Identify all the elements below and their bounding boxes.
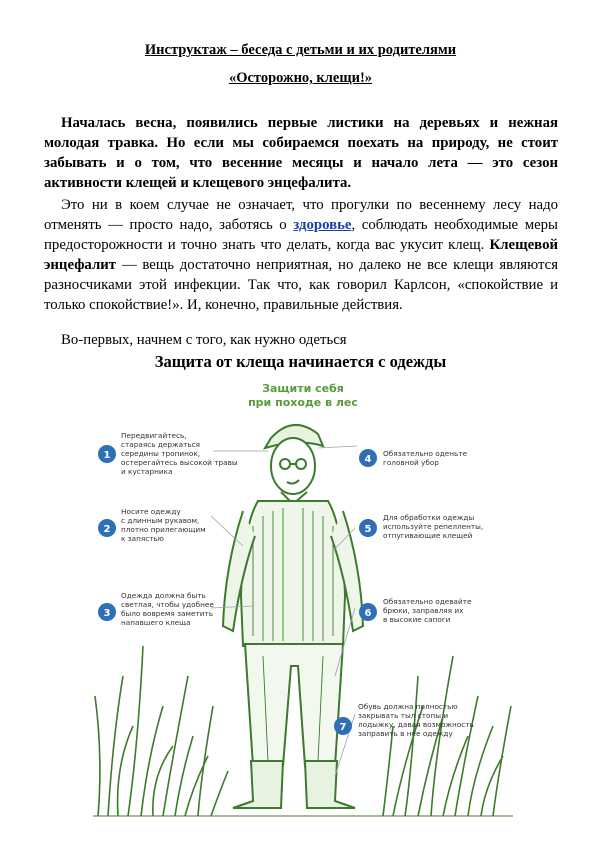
tip-text-line: Передвигайтесь, bbox=[121, 431, 187, 440]
tip-text-line: закрывать тыл стопы и bbox=[358, 711, 449, 720]
tip-5 bbox=[359, 513, 483, 540]
section-heading: Защита от клеща начинается с одежды bbox=[154, 352, 447, 371]
tip-text-line: Одежда должна быть bbox=[121, 591, 206, 600]
body-text-2: , соблюдать необходимые меры предосторожности и точно знать что делать, когда вас укусит клещ. bbox=[44, 217, 558, 253]
encephalitis-term: Клещевой энцефалит bbox=[44, 237, 558, 273]
infographic-heading-line1: Защити себя bbox=[262, 382, 344, 395]
infographic-heading-line2: при походе в лес bbox=[248, 396, 358, 409]
tick-protection-infographic bbox=[93, 376, 513, 836]
tip-text-line: отпугивающие клещей bbox=[383, 531, 473, 540]
tip-6 bbox=[359, 597, 472, 624]
tip-1 bbox=[98, 431, 238, 476]
tip-text-line: с длинным рукавом, bbox=[121, 516, 200, 525]
tip-text-line: к запястью bbox=[121, 534, 164, 543]
tip-text-line: Носите одежду bbox=[121, 507, 181, 516]
tip-text-line: было вовремя заметить bbox=[121, 609, 213, 618]
tip-text-line: в высокие сапоги bbox=[383, 615, 451, 624]
tip-text-line: Обязательно одевайте bbox=[383, 597, 472, 606]
tip-number: 6 bbox=[364, 608, 372, 619]
tip-text-line: и кустарника bbox=[121, 467, 173, 476]
tip-number: 3 bbox=[103, 608, 111, 619]
tip-text-line: остерегайтесь высокой травы bbox=[121, 458, 238, 467]
tip-text-line: брюки, заправляя их bbox=[383, 606, 464, 615]
tip-number: 2 bbox=[103, 524, 111, 535]
tip-text-line: заправить в нее одежду bbox=[358, 729, 453, 738]
clothing-intro: Во-первых, начнем с того, как нужно одеться bbox=[61, 332, 347, 348]
tip-text-line: Для обработки одежды bbox=[383, 513, 475, 522]
tip-number: 5 bbox=[364, 524, 372, 535]
tip-number: 4 bbox=[364, 454, 372, 465]
document-title: Инструктаж – беседа с детьми и их родителями bbox=[144, 42, 457, 58]
tip-text-line: используйте репелленты, bbox=[383, 522, 484, 531]
tip-4 bbox=[359, 449, 468, 467]
body-text-3: — вещь достаточно неприятная, но далеко не все клещи являются разносчиками этой инфекции. Так что, как говорил Карлсон, «спокойствие и только спокойствие!». И, конечно, правильные действия. bbox=[44, 257, 558, 313]
tip-2 bbox=[98, 507, 206, 543]
document-subtitle: «Осторожно, клещи!» bbox=[228, 70, 373, 86]
tip-number: 1 bbox=[103, 450, 111, 461]
tip-3 bbox=[98, 591, 214, 627]
tip-text-line: головной убор bbox=[383, 458, 439, 467]
tip-text-line: светлая, чтобы удобнее bbox=[121, 600, 214, 609]
tip-text-line: стараясь держаться bbox=[121, 440, 201, 449]
intro-paragraph: Началась весна, появились первые листики на деревьях и нежная молодая травка. Но если мы собираемся поехать на природу, не стоит забывать и о том, что весенние месяцы и начало лета — это сезон активности клещей и клещевого энцефалита. bbox=[44, 115, 558, 191]
tip-text-line: середины тропинок, bbox=[121, 449, 201, 458]
body-paragraph bbox=[44, 195, 558, 315]
tip-text-line: плотно прилегающим bbox=[121, 525, 206, 534]
body-text-1: Это ни в коем случае не означает, что прогулки по весеннему лесу надо отменять — просто надо, заботясь о bbox=[44, 197, 558, 233]
tip-text-line: Обувь должна полностью bbox=[358, 702, 458, 711]
tip-text-line: лодыжку, давая возможность bbox=[358, 720, 474, 729]
hiker-figure bbox=[223, 425, 363, 808]
tip-text-line: Обязательно оденьте bbox=[383, 449, 468, 458]
tip-7 bbox=[334, 702, 474, 738]
tip-number: 7 bbox=[339, 722, 347, 733]
tip-text-line: напавшего клеща bbox=[121, 618, 191, 627]
health-link[interactable]: здоровье bbox=[293, 217, 352, 233]
